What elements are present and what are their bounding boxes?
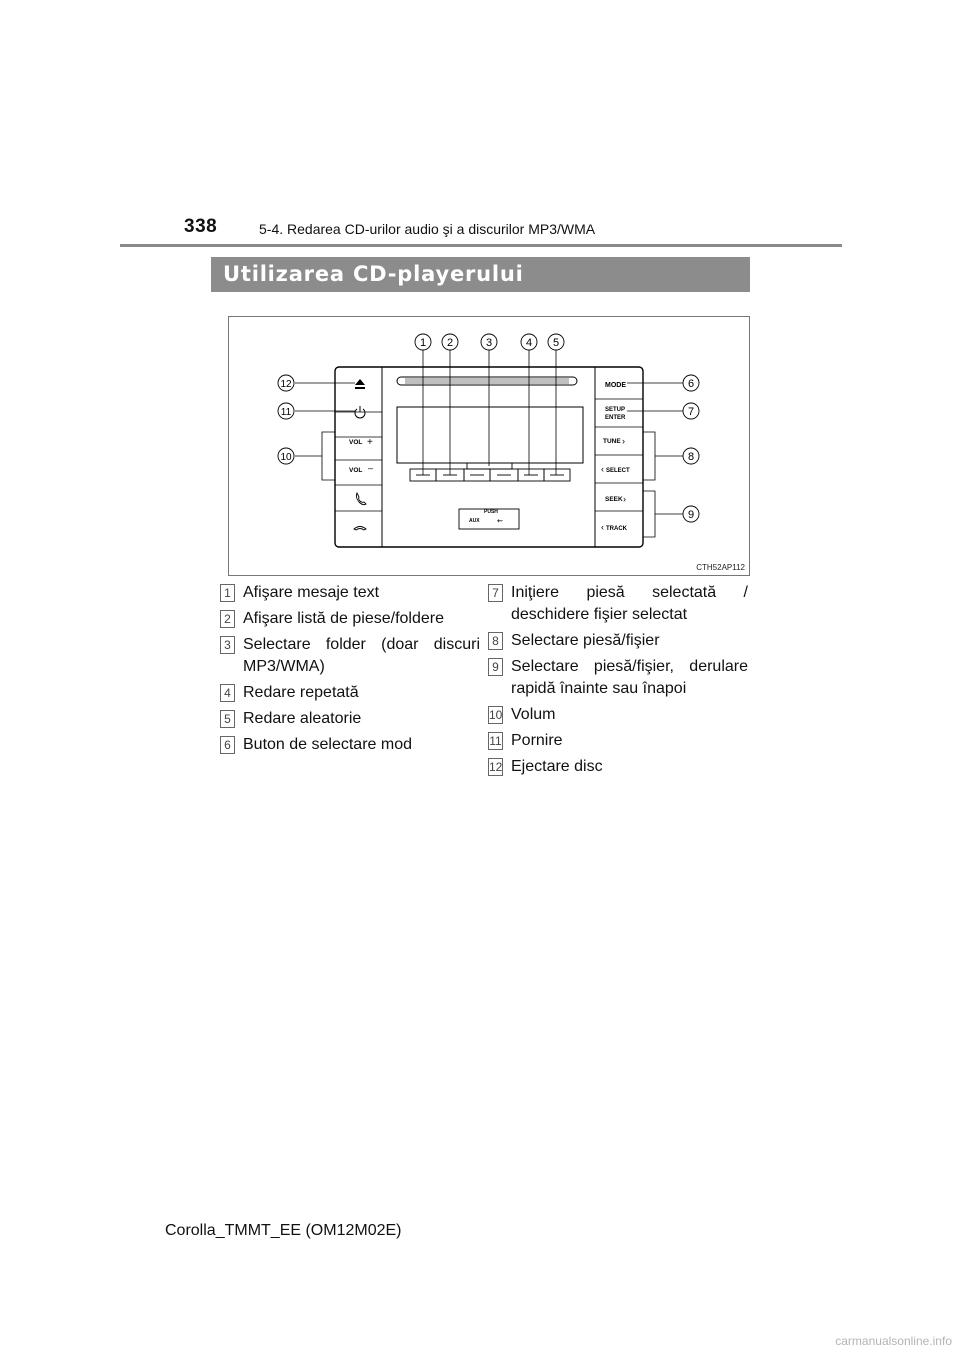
legend-item [488, 630, 748, 652]
legend-item [488, 756, 748, 778]
select-arrow-icon: ‹ [601, 464, 604, 474]
figure-code: CTH52AP112 [696, 563, 745, 572]
enter-label: ENTER [605, 415, 626, 421]
header-rule [120, 244, 842, 247]
callout-1: 1 [419, 337, 427, 349]
legend-right-column [488, 582, 748, 782]
legend-text: Redare aleatorie [243, 710, 362, 727]
minus-icon: – [368, 463, 374, 473]
legend-number: 6 [220, 736, 235, 754]
callout-7: 7 [687, 406, 695, 418]
footer-model-code: Corolla_TMMT_EE (OM12M02E) [165, 1222, 402, 1239]
legend-text: Afişare listă de piese/foldere [243, 610, 444, 627]
legend-text: Volum [511, 706, 556, 723]
callout-2: 2 [446, 337, 454, 349]
aux-label: AUX [469, 518, 480, 524]
preset-buttons [410, 463, 570, 481]
cd-player-figure [228, 316, 750, 576]
seek-label: SEEK [605, 496, 623, 503]
vol-minus-label: VOL [349, 467, 363, 474]
seek-arrow-icon: › [623, 494, 626, 504]
callout-10: 10 [280, 452, 292, 463]
track-label: TRACK [606, 526, 627, 532]
legend-item [220, 708, 480, 730]
legend-item [488, 582, 748, 626]
legend-text: Selectare folder (doar discuri MP3/WMA) [243, 636, 480, 675]
vol-plus-label: VOL [349, 439, 363, 446]
legend-number: 10 [489, 708, 503, 722]
setup-label: SETUP [605, 407, 626, 413]
legend-item [220, 734, 480, 756]
legend-text: Selectare piesă/fişier, derulare rapidă înainte sau înapoi [511, 658, 748, 697]
legend-text: Iniţiere piesă selectată / deschidere fişier selectat [511, 584, 748, 623]
section-title-band [211, 257, 750, 292]
watermark: carmanualsonline.info [835, 1334, 952, 1348]
legend-text: Afişare mesaje text [243, 584, 380, 601]
callout-9: 9 [687, 509, 695, 521]
legend-number: 8 [488, 632, 503, 650]
legend-text: Ejectare disc [511, 758, 603, 775]
legend-left-column [220, 582, 480, 760]
legend-number: 1 [220, 584, 235, 602]
legend-item [488, 730, 748, 752]
phone-hangup-icon [354, 527, 366, 531]
legend-text: Selectare piesă/fişier [511, 632, 660, 649]
plus-icon: + [367, 437, 373, 448]
legend-number: 2 [220, 610, 235, 628]
running-header: 5-4. Redarea CD-urilor audio şi a discurilor MP3/WMA [259, 221, 596, 237]
callout-11: 11 [280, 407, 292, 418]
callouts [278, 334, 699, 522]
legend-number: 9 [488, 658, 503, 676]
legend-number: 12 [489, 760, 503, 774]
usb-icon: ⇜ [497, 518, 503, 525]
callout-3: 3 [485, 337, 493, 349]
tune-label: TUNE [603, 438, 621, 445]
callout-12: 12 [280, 379, 292, 390]
tune-arrow-icon: › [622, 436, 625, 446]
callout-4: 4 [525, 337, 533, 349]
legend-number: 3 [220, 636, 235, 654]
legend-item [220, 634, 480, 678]
page-number: 338 [184, 216, 218, 237]
callout-5: 5 [552, 337, 560, 349]
section-title: Utilizarea CD-playerului [223, 262, 524, 286]
legend-number: 7 [488, 584, 503, 602]
legend-item [488, 704, 748, 726]
legend-item [220, 682, 480, 704]
track-arrow-icon: ‹ [601, 522, 604, 532]
callout-8: 8 [687, 451, 695, 463]
cd-player-diagram [229, 317, 751, 577]
legend-text: Pornire [511, 732, 563, 749]
legend-text: Buton de selectare mod [243, 736, 412, 753]
callout-6: 6 [687, 378, 695, 390]
phone-call-icon [356, 493, 366, 505]
legend-item [220, 582, 480, 604]
display-screen [397, 407, 583, 463]
legend-item [220, 608, 480, 630]
eject-icon [355, 379, 365, 389]
legend-item [488, 656, 748, 700]
mode-label: MODE [605, 382, 626, 389]
legend-number: 5 [220, 710, 235, 728]
legend-number: 4 [220, 684, 235, 702]
legend-text: Redare repetată [243, 684, 359, 701]
select-label: SELECT [606, 468, 630, 474]
legend-number: 11 [489, 734, 502, 748]
push-label: PUSH [484, 509, 498, 515]
